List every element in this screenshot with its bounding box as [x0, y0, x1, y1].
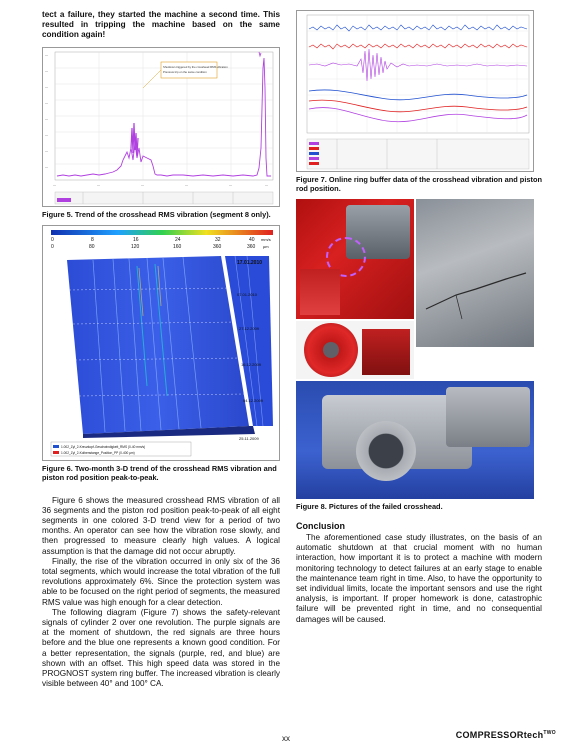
svg-text:—: — — [45, 52, 48, 57]
fig6-date-1: 07.01.2010 — [237, 291, 258, 297]
photo-red-circular-part — [296, 321, 414, 379]
photo-crosshead-red — [296, 199, 414, 319]
fig6-unit-top: mm/s — [261, 236, 271, 242]
fig6-scale-top-5: 40 — [249, 236, 255, 243]
intro-paragraph: tect a failure, they started the machine a second time. This resulted in tripping the machine based on the same condition again! — [42, 10, 280, 40]
fig6-scale-bottom-4: 360 — [213, 243, 222, 250]
magazine-brand — [456, 730, 556, 740]
fig6-scale-top-2: 16 — [133, 236, 139, 243]
right-column — [296, 10, 542, 625]
fig6-date-4: 04.12.2009 — [243, 397, 264, 403]
fig6-legend-1: 1.002_Zyl_2-Kreuzkopf-Geschwindigkeit_RMS (0-40 mm/s) — [61, 444, 146, 449]
fig6-scale-top-3: 24 — [175, 236, 181, 243]
fig6-scale-top-0: 0 — [51, 236, 54, 243]
fig5-note-line-2: Previous trip on the same condition — [163, 69, 207, 74]
fig6-scale-top-1: 8 — [91, 236, 94, 243]
svg-text:—: — — [45, 132, 48, 137]
brand-text: COMPRESSORtech — [455, 730, 544, 740]
conclusion-paragraph: The aforementioned case study illustrates, on the basis of an automatic shutdown at that crucial moment with no human interaction, how important it is to protect a machine with modern monitoring technology to detect failures at an early stage to enable the maintenance team right in time. Also, to have the opportunity to set individual limits, locate the important sensors and use the right analysis, is important. If proper homework is done, catastrophic failure will be prevented right in time, and no consequential damages will be caused. — [296, 533, 542, 624]
fig6-scale-bottom-5: 360 — [247, 243, 256, 250]
figure-8-caption: Figure 8. Pictures of the failed crosshead. — [296, 502, 443, 511]
fig6-scale-bottom-1: 80 — [89, 243, 95, 250]
figure-6-3d-trend — [42, 225, 280, 461]
left-body-text — [42, 496, 280, 690]
fig6-scale-bottom-3: 160 — [173, 243, 182, 250]
figure-7-caption: Figure 7. Online ring buffer data of the crosshead vibration and piston rod position. — [296, 175, 542, 193]
paragraph-3: The following diagram (Figure 7) shows the safety-relevant signals of cylinder 2 over one revolution. The purple signals are at the moment of shutdown, the red signals are three hours before and the blue one represents a known good condition. For a better representation, the signals (purple, red, and blue) are shown with an offset. This high speed data was stored in the PROGNOST system ring buffer. The increased vibration is clearly visible between 40° and 100° CA. — [42, 607, 280, 689]
fig6-date-3: 16.12.2009 — [241, 361, 262, 367]
page-number: xx — [282, 734, 290, 743]
fig6-legend-2: 1.002_Zyl_2-Kolbenstange_Position_PP (0-400 µm) — [61, 450, 135, 455]
photo-failed-crosshead — [296, 381, 534, 499]
conclusion-heading: Conclusion — [296, 521, 345, 531]
fig6-date-2: 27.12.2009 — [239, 325, 260, 331]
fig6-scale-bottom-0: 0 — [51, 243, 54, 250]
fig6-date-bottom: 25.11.2009 — [239, 435, 259, 441]
figure-6-svg — [43, 226, 279, 460]
svg-text:—: — — [229, 182, 232, 187]
fig6-date-top: 17.01.2010 — [237, 259, 263, 266]
figure-5-caption: Figure 5. Trend of the crosshead RMS vibration (segment 8 only). — [42, 209, 271, 219]
svg-text:—: — — [265, 182, 268, 187]
svg-text:—: — — [185, 182, 188, 187]
svg-text:—: — — [45, 116, 48, 121]
figure-5-svg — [43, 48, 279, 206]
left-column — [42, 10, 280, 689]
figure-7-ring-buffer — [296, 10, 534, 172]
svg-text:—: — — [53, 182, 56, 187]
paragraph-2: Finally, the rise of the vibration occurred in only six of the 36 total segments, which would increase the total vibration of the full revolutions approximately 6%. Since the protection system was able to be focused on the right period of segments, the measured RMS value was high enough for a clear detection. — [42, 556, 280, 607]
svg-text:—: — — [45, 164, 48, 169]
figure-8-photos — [296, 199, 534, 499]
svg-text:—: — — [45, 68, 48, 73]
svg-text:—: — — [45, 148, 48, 153]
fig6-scale-bottom-2: 120 — [131, 243, 140, 250]
brand-superscript: TWO — [543, 730, 556, 736]
fig6-unit-bottom: µm — [263, 243, 269, 249]
fig5-note-line-1: Shutdown triggered by the crosshead RMS vibration — [163, 64, 228, 69]
figure-6-caption: Figure 6. Two-month 3-D trend of the crosshead RMS vibration and piston rod position peak-to-peak. — [42, 463, 277, 482]
svg-text:—: — — [45, 84, 48, 89]
svg-text:—: — — [141, 182, 144, 187]
figure-5-trend-chart — [42, 47, 280, 207]
svg-text:—: — — [97, 182, 100, 187]
svg-text:—: — — [45, 100, 48, 105]
figure-7-svg — [297, 11, 533, 171]
photo-crack-closeup — [416, 199, 534, 347]
fig6-scale-top-4: 32 — [215, 236, 221, 243]
paragraph-1: Figure 6 shows the measured crosshead RMS vibration of all 36 segments and the piston rod position peak-to-peak of all eight segments in one colored 3-D trend view for a period of two months. An operator can see how the vibration rose slowly, and then progressed to measure clearly high values. A logical assumption is that the damage did not occur abruptly. — [42, 495, 280, 556]
